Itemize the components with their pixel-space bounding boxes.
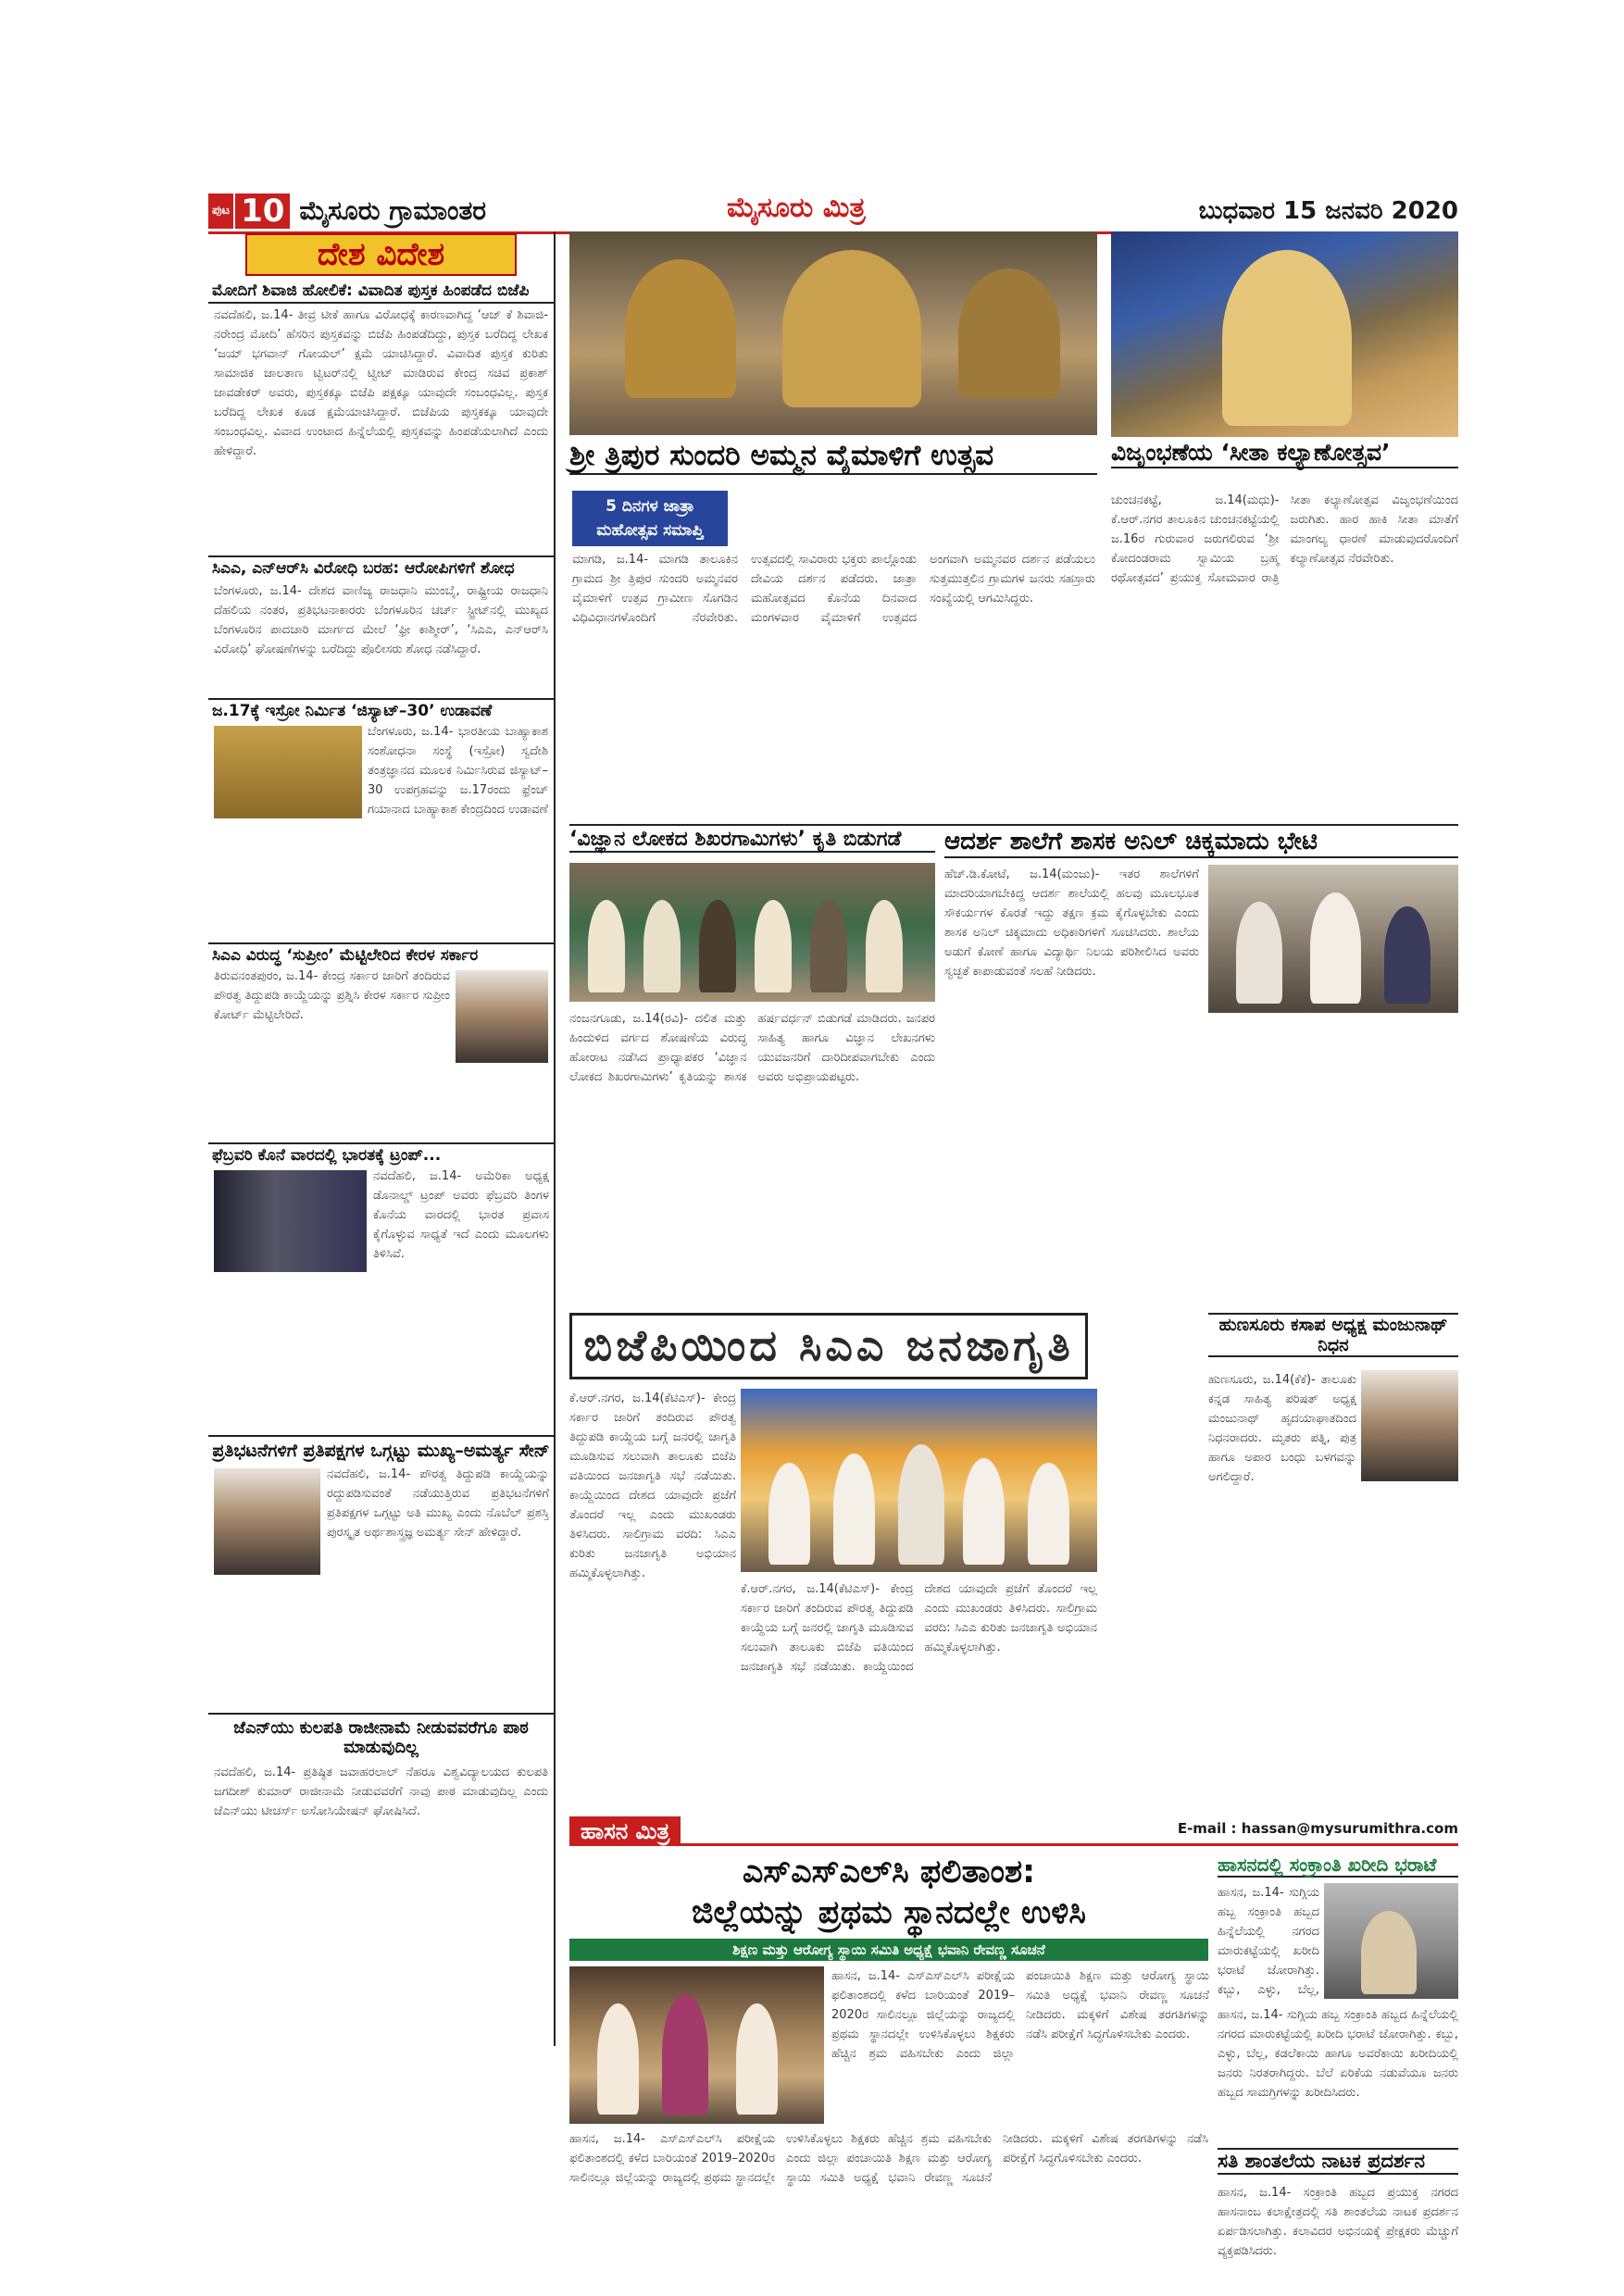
- story-body: ನವದೆಹಲಿ, ಜ.14- ಪೌರತ್ವ ತಿದ್ದುಪಡಿ ಕಾಯ್ದೆಯನ್ನು ರದ್ದುಪಡಿಸುವಂತೆ ನಡೆಯುತ್ತಿರುವ ಪ್ರತಿಭಟನೆಗಳಿಗೆ ಪ್ರತಿಪಕ್ಷಗಳ ಒಗ್ಗಟ್ಟು ಅತಿ ಮುಖ್ಯ ಎಂದು ನೊಬೆಲ್ ಪ್ರಶಸ್ತಿ ಪುರಸ್ಕೃತ ಅರ್ಥಶಾಸ್ತ್ರಜ್ಞ ಅಮರ್ತ್ಯ ಸೇನ್ ಹೇಳಿದ್ದಾರೆ.: [327, 1467, 549, 1540]
- story-body: ನವದೆಹಲಿ, ಜ.14- ಪ್ರತಿಷ್ಠಿತ ಜವಾಹರಲಾಲ್ ನೆಹರೂ ವಿಶ್ವವಿದ್ಯಾಲಯದ ಕುಲಪತಿ ಜಗದೀಶ್ ಕುಮಾರ್ ರಾಜೀನಾಮೆ ನೀಡುವವರೆಗೆ ನಾವು ಪಾಠ ಮಾಡುವುದಿಲ್ಲ ಎಂದು ಜೆಎನ್‌ಯು ಟೀಚರ್ಸ್ ಅಸೋಸಿಯೇಷನ್ ಘೋಷಿಸಿದೆ.: [214, 1766, 548, 1818]
- story-headline: ಆದರ್ಶ ಶಾಲೆಗೆ ಶಾಸಕ ಅನಿಲ್ ಚಿಕ್ಕಮಾದು ಭೇಟಿ: [944, 828, 1458, 858]
- story-body: ಕೆ.ಆರ್.ನಗರ, ಜ.14(ಕೆಟಿಎಸ್)- ಕೇಂದ್ರ ಸರ್ಕಾರ ಜಾರಿಗೆ ತಂದಿರುವ ಪೌರತ್ವ ತಿದ್ದುಪಡಿ ಕಾಯ್ದೆಯ ಬಗ್ಗೆ ಜನರಲ್ಲಿ ಜಾಗೃತಿ ಮೂಡಿಸುವ ಸಲುವಾಗಿ ತಾಲೂಕು ಬಿಜೆಪಿ ವತಿಯಿಂದ ಜನಜಾಗೃತಿ ಸಭೆ ನಡೆಯಿತು. ಕಾಯ್ದೆಯಿಂದ ದೇಶದ ಯಾವುದೇ ಪ್ರಜೆಗೆ ತೊಂದರೆ ಇಲ್ಲ ಎಂದು ಮುಖಂಡರು ತಿಳಿಸಿದರು. ಸಾಲಿಗ್ರಾಮ ವರದಿ: ಸಿಎಎ ಕುರಿತು ಜನಜಾಗೃತಿ ಅಭಿಯಾನ ಹಮ್ಮಿಕೊಳ್ಳಲಾಗಿತ್ತು.: [569, 1391, 736, 1580]
- story-body: ಹಾಸನ, ಜ.14- ಸಂಕ್ರಾಂತಿ ಹಬ್ಬದ ಪ್ರಯುಕ್ತ ನಗರದ ಹಾಸನಾಂಬ ಕಲಾಕ್ಷೇತ್ರದಲ್ಲಿ ಸತಿ ಶಾಂತಲೆಯ ನಾಟಕ ಪ್ರದರ್ಶನ ಏರ್ಪಡಿಸಲಾಗಿತ್ತು. ಕಲಾವಿದರ ಅಭಿನಯಕ್ಕೆ ಪ್ರೇಕ್ಷಕರು ಮೆಚ್ಚುಗೆ ವ್ಯಕ್ತಪಡಿಸಿದರು.: [1218, 2186, 1458, 2258]
- kerala-cm-photo: [456, 970, 548, 1063]
- book-release-photo: [569, 863, 935, 1002]
- school-visit-photo: [1208, 865, 1458, 1013]
- isro-story: [208, 722, 554, 942]
- market-photo: [1324, 1883, 1458, 1999]
- amartya-sen-photo: [214, 1468, 320, 1575]
- section-banner: ದೇಶ ವಿದೇಶ: [245, 233, 517, 276]
- story-subhead: 5 ದಿನಗಳ ಜಾತ್ರಾ ಮಹೋತ್ಸವ ಸಮಾಪ್ತಿ: [572, 491, 728, 546]
- story-body: ನಂಜನಗೂಡು, ಜ.14(ರವಿ)- ದಲಿತ ಮತ್ತು ಹಿಂದುಳಿದ ವರ್ಗದ ಶೋಷಣೆಯ ವಿರುದ್ಧ ಹೋರಾಟ ನಡೆಸಿದ ಪ್ರಾಧ್ಯಾಪಕರ ‘ವಿಜ್ಞಾನ ಲೋಕದ ಶಿಖರಗಾಮಿಗಳು’ ಕೃತಿಯನ್ನು ಶಾಸಕ ಹರ್ಷವರ್ಧನ್ ಬಿಡುಗಡೆ ಮಾಡಿದರು. ಜನಪರ ಸಾಹಿತ್ಯ ಹಾಗೂ ವಿಜ್ಞಾನ ಲೇಖನಗಳು ಯುವಜನರಿಗೆ ದಾರಿದೀಪವಾಗಬೇಕು ಎಂದು ಅವರು ಅಭಿಪ್ರಾಯಪಟ್ಟರು.: [569, 1012, 935, 1084]
- story-headline: ಸಿಎಎ ವಿರುದ್ಧ ‘ಸುಪ್ರೀಂ’ ಮೆಟ್ಟಿಲೇರಿದ ಕೇರಳ ಸರ್ಕಾರ: [208, 942, 554, 967]
- modi-trump-photo: [214, 1170, 367, 1272]
- story-headline: ಸತಿ ಶಾಂತಲೆಯ ನಾಟಕ ಪ್ರದರ್ಶನ: [1218, 2148, 1458, 2175]
- story-body: ಚುಂಚನಕಟ್ಟೆ, ಜ.14(ಮಧು)- ಕೆ.ಆರ್.ನಗರ ತಾಲೂಕಿನ ಚುಂಚನಕಟ್ಟೆಯಲ್ಲಿ ಜ.16ರ ಗುರುವಾರ ಜರುಗಲಿರುವ ‘ಶ್ರೀ ಕೋದಂಡರಾಮ ಸ್ವಾಮಿಯ ಬ್ರಹ್ಮ ರಥೋತ್ಸವದ’ ಪ್ರಯುಕ್ತ ಸೋಮವಾರ ರಾತ್ರಿ ಸೀತಾ ಕಲ್ಯಾಣೋತ್ಸವ ವಿಜೃಂಭಣೆಯಿಂದ ಜರುಗಿತು. ಹಾರ ಹಾಕಿ ಸೀತಾ ಮಾತೆಗೆ ಮಾಂಗಲ್ಯ ಧಾರಣೆ ಮಾಡುವುದರೊಂದಿಗೆ ಕಲ್ಯಾಣೋತ್ಸವ ನೆರವೇರಿತು.: [1111, 493, 1458, 585]
- strap-line: ಶಿಕ್ಷಣ ಮತ್ತು ಆರೋಗ್ಯ ಸ್ಥಾಯಿ ಸಮಿತಿ ಅಧ್ಯಕ್ಷೆ ಭವಾನಿ ರೇವಣ್ಣ ಸೂಚನೆ: [569, 1939, 1208, 1961]
- story-body: ಹಾಸನ, ಜ.14- ಸುಗ್ಗಿಯ ಹಬ್ಬ ಸಂಕ್ರಾಂತಿ ಹಬ್ಬದ ಹಿನ್ನೆಲೆಯಲ್ಲಿ ನಗರದ ಮಾರುಕಟ್ಟೆಯಲ್ಲಿ ಖರೀದಿ ಭರಾಟೆ ಜೋರಾಗಿತ್ತು. ಕಬ್ಬು, ಎಳ್ಳು, ಬೆಲ್ಲ, ಕಡಲೆಕಾಯಿ ಹಾಗೂ ಅವರೆಕಾಯಿ ಖರೀದಿಯಲ್ಲಿ ಜನರು ನಿರತರಾಗಿದ್ದರು. ಬೆಲೆ ಏರಿಕೆಯ ನಡುವೆಯೂ ಜನರು ಹಬ್ಬದ ಸಾಮಗ್ರಿಗಳನ್ನು ಖರೀದಿಸಿದರು.: [1218, 2008, 1458, 2100]
- hassan-email: E-mail : hassan@mysurumithra.com: [1177, 1820, 1458, 1837]
- story-body: ಹಾಸನ, ಜ.14- ಎಸ್‌ಎಸ್‌ಎಲ್‌ಸಿ ಪರೀಕ್ಷೆಯ ಫಲಿತಾಂಶದಲ್ಲಿ ಕಳೆದ ಬಾರಿಯಂತೆ 2019–2020ರ ಸಾಲಿನಲ್ಲೂ ಜಿಲ್ಲೆಯನ್ನು ರಾಜ್ಯದಲ್ಲಿ ಪ್ರಥಮ ಸ್ಥಾನದಲ್ಲೇ ಉಳಿಸಿಕೊಳ್ಳಲು ಶಿಕ್ಷಕರು ಹೆಚ್ಚಿನ ಶ್ರಮ ವಹಿಸಬೇಕು ಎಂದು ಜಿಲ್ಲಾ ಪಂಚಾಯಿತಿ ಶಿಕ್ಷಣ ಮತ್ತು ಆರೋಗ್ಯ ಸ್ಥಾಯಿ ಸಮಿತಿ ಅಧ್ಯಕ್ಷೆ ಭವಾನಿ ರೇವಣ್ಣ ಸೂಚನೆ ನೀಡಿದರು. ಮಕ್ಕಳಿಗೆ ವಿಶೇಷ ತರಗತಿಗಳನ್ನು ನಡೆಸಿ ಪರೀಕ್ಷೆಗೆ ಸಿದ್ಧಗೊಳಿಸಬೇಕು ಎಂದರು.: [831, 1969, 1209, 2061]
- section-title: ಮೈಸೂರು ಗ್ರಾಮಾಂತರ: [299, 195, 487, 226]
- story-body: ಮಾಗಡಿ, ಜ.14- ಮಾಗಡಿ ತಾಲೂಕಿನ ಗ್ರಾಮದ ಶ್ರೀ ತ್ರಿಪುರ ಸುಂದರಿ ಅಮ್ಮನವರ ವೈಮಾಳಿಗೆ ಉತ್ಸವ ಗ್ರಾಮೀಣ ಸೊಗಡಿನ ವಿಧಿವಿಧಾನಗಳೊಂದಿಗೆ ನೆರವೇರಿತು. ಉತ್ಸವದಲ್ಲಿ ಸಾವಿರಾರು ಭಕ್ತರು ಪಾಲ್ಗೊಂಡು ದೇವಿಯ ದರ್ಶನ ಪಡೆದರು. ಜಾತ್ರಾ ಮಹೋತ್ಸವದ ಕೊನೆಯ ದಿನವಾದ ಮಂಗಳವಾರ ವೈಮಾಳಿಗೆ ಉತ್ಸವದ ಅಂಗವಾಗಿ ಅಮ್ಮನವರ ದರ್ಶನ ಪಡೆಯಲು ಸುತ್ತಮುತ್ತಲಿನ ಗ್ರಾಮಗಳ ಜನರು ಸಹಸ್ರಾರು ಸಂಖ್ಯೆಯಲ್ಲಿ ಆಗಮಿಸಿದ್ದರು.: [572, 553, 1095, 625]
- story-body: ತಿರುವನಂತಪುರಂ, ಜ.14- ಕೇಂದ್ರ ಸರ್ಕಾರ ಜಾರಿಗೆ ತಂದಿರುವ ಪೌರತ್ವ ತಿದ್ದುಪಡಿ ಕಾಯ್ದೆಯನ್ನು ಪ್ರಶ್ನಿಸಿ ಕೇರಳ ಸರ್ಕಾರ ಸುಪ್ರೀಂ ಕೋರ್ಟ್ ಮೆಟ್ಟಿಲೇರಿದೆ.: [214, 969, 450, 1022]
- trump-story: [208, 1167, 554, 1435]
- main-headline: ಜಿಲ್ಲೆಯನ್ನು ಪ್ರಥಮ ಸ್ಥಾನದಲ್ಲೇ ಉಳಿಸಿ: [692, 1894, 1086, 1931]
- story-headline: ವಿಜೃಂಭಣೆಯ ‘ಸೀತಾ ಕಲ್ಯಾಣೋತ್ಸವ’: [1111, 439, 1458, 468]
- story-headline: ಹಾಸನದಲ್ಲಿ ಸಂಕ್ರಾಂತಿ ಖರೀದಿ ಭರಾಟೆ: [1218, 1853, 1458, 1878]
- story-headline: ಸಿಎಎ, ಎನ್‌ಆರ್‌ಸಿ ವಿರೋಧಿ ಬರಹ: ಆರೋಪಿಗಳಿಗೆ ಶೋಧ: [208, 555, 554, 580]
- masthead-logo: ಮೈಸೂರು ಮಿತ್ರ: [727, 192, 866, 224]
- hassan-header: [569, 1816, 1458, 1846]
- story-headline: ಜೆಎನ್‌ಯು ಕುಲಪತಿ ರಾಜೀನಾಮೆ ನೀಡುವವರೆಗೂ ಪಾಠ ಮಾಡುವುದಿಲ್ಲ: [208, 1713, 554, 1761]
- story-body: ಹೆಚ್.ಡಿ.ಕೋಟೆ, ಜ.14(ಮಂಜು)- ಇತರ ಶಾಲೆಗಳಿಗೆ ಮಾದರಿಯಾಗಬೇಕಿದ್ದ ಆದರ್ಶ ಶಾಲೆಯಲ್ಲಿ ಹಲವು ಮೂಲಭೂತ ಸೌಕರ್ಯಗಳ ಕೊರತೆ ಇದ್ದು ತಕ್ಷಣ ಕ್ರಮ ಕೈಗೊಳ್ಳಬೇಕು ಎಂದು ಶಾಸಕ ಅನಿಲ್ ಚಿಕ್ಕಮಾದು ಅಧಿಕಾರಿಗಳಿಗೆ ಸೂಚಿಸಿದರು. ಶಾಲೆಯ ಅಡುಗೆ ಕೋಣೆ ಹಾಗೂ ವಿದ್ಯಾರ್ಥಿ ನಿಲಯ ಪರಿಶೀಲಿಸಿದ ಅವರು ಸ್ವಚ್ಛತೆ ಕಾಪಾಡುವಂತೆ ಸಲಹೆ ನೀಡಿದರು.: [944, 867, 1199, 979]
- story-body: ಹಾಸನ, ಜ.14- ಸುಗ್ಗಿಯ ಹಬ್ಬ ಸಂಕ್ರಾಂತಿ ಹಬ್ಬದ ಹಿನ್ನೆಲೆಯಲ್ಲಿ ನಗರದ ಮಾರುಕಟ್ಟೆಯಲ್ಲಿ ಖರೀದಿ ಭರಾಟೆ ಜೋರಾಗಿತ್ತು. ಕಬ್ಬು, ಎಳ್ಳು, ಬೆಲ್ಲ,: [1218, 1886, 1319, 1997]
- page-number: 10: [233, 193, 290, 229]
- story-body: ಹುಣಸೂರು, ಜ.14(ಕೆಕೆ)- ತಾಲೂಕು ಕನ್ನಡ ಸಾಹಿತ್ಯ ಪರಿಷತ್ ಅಧ್ಯಕ್ಷ ಮಂಜುನಾಥ್ ಹೃದಯಾಘಾತದಿಂದ ನಿಧನರಾದರು. ಮೃತರು ಪತ್ನಿ, ಪುತ್ರ ಹಾಗೂ ಅಪಾರ ಬಂಧು ಬಳಗವನ್ನು ಅಗಲಿದ್ದಾರೆ.: [1208, 1373, 1356, 1484]
- story-headline: ಶ್ರೀ ತ್ರಿಪುರ ಸುಂದರಿ ಅಮ್ಮನ ವೈಮಾಳಿಗೆ ಉತ್ಸವ: [569, 439, 1097, 475]
- left-column: [208, 231, 556, 2046]
- sslc-meeting-photo: [569, 1966, 824, 2124]
- story-headline: ‘ವಿಜ್ಞಾನ ಲೋಕದ ಶಿಖರಗಾಮಿಗಳು’ ಕೃತಿ ಬಿಡುಗಡೆ: [569, 828, 935, 853]
- divider: [569, 824, 1458, 826]
- sita-kalyana-photo: [1111, 231, 1458, 437]
- page-header: [208, 190, 1458, 234]
- story-body: ಕೆ.ಆರ್.ನಗರ, ಜ.14(ಕೆಟಿಎಸ್)- ಕೇಂದ್ರ ಸರ್ಕಾರ ಜಾರಿಗೆ ತಂದಿರುವ ಪೌರತ್ವ ತಿದ್ದುಪಡಿ ಕಾಯ್ದೆಯ ಬಗ್ಗೆ ಜನರಲ್ಲಿ ಜಾಗೃತಿ ಮೂಡಿಸುವ ಸಲುವಾಗಿ ತಾಲೂಕು ಬಿಜೆಪಿ ವತಿಯಿಂದ ಜನಜಾಗೃತಿ ಸಭೆ ನಡೆಯಿತು. ಕಾಯ್ದೆಯಿಂದ ದೇಶದ ಯಾವುದೇ ಪ್ರಜೆಗೆ ತೊಂದರೆ ಇಲ್ಲ ಎಂದು ಮುಖಂಡರು ತಿಳಿಸಿದರು. ಸಾಲಿಗ್ರಾಮ ವರದಿ: ಸಿಎಎ ಕುರಿತು ಜನಜಾಗೃತಿ ಅಭಿಯಾನ ಹಮ್ಮಿಕೊಳ್ಳಲಾಗಿತ್ತು.: [741, 1582, 1097, 1674]
- story-body: ಬೆಂಗಳೂರು, ಜ.14- ಭಾರತೀಯ ಬಾಹ್ಯಾಕಾಶ ಸಂಶೋಧನಾ ಸಂಸ್ಥೆ (ಇಸ್ರೋ) ಸ್ವದೇಶಿ ತಂತ್ರಜ್ಞಾನದ ಮೂಲಕ ನಿರ್ಮಿಸಿರುವ ಜಿಸ್ಯಾಟ್–30 ಉಪಗ್ರಹವನ್ನು ಜ.17ರಂದು ಫ್ರೆಂಚ್ ಗಯಾನಾದ ಬಾಹ್ಯಾಕಾಶ ಕೇಂದ್ರದಿಂದ ಉಡಾವಣೆ: [368, 725, 548, 817]
- story-headline: ಪ್ರತಿಭಟನೆಗಳಿಗೆ ಪ್ರತಿಪಕ್ಷಗಳ ಒಗ್ಗಟ್ಟು ಮುಖ್ಯ–ಅಮರ್ತ್ಯ ಸೇನ್: [208, 1435, 554, 1465]
- story-headline: ಬಿಜೆಪಿಯಿಂದ ಸಿಎಎ ಜನಜಾಗೃತಿ: [583, 1320, 1074, 1370]
- obituary-photo: [1361, 1370, 1458, 1481]
- kerala-story: [208, 967, 554, 1142]
- story-headline: ಹುಣಸೂರು ಕಸಾಪ ಅಧ್ಯಕ್ಷ ಮಂಜುನಾಥ್ ನಿಧನ: [1208, 1313, 1458, 1357]
- story-headline: ಜ.17ಕ್ಕೆ ಇಸ್ರೋ ನಿರ್ಮಿತ ‘ಜಿಸ್ಯಾಟ್–30’ ಉಡಾವಣೆ: [208, 698, 554, 722]
- page-tag: ಪುಟ: [208, 193, 233, 229]
- bjp-caa-banner: [569, 1313, 1088, 1379]
- hassan-banner: ಹಾಸನ ಮಿತ್ರ: [569, 1816, 681, 1846]
- amartya-story: [208, 1465, 554, 1713]
- story-headline: ಫೆಬ್ರವರಿ ಕೊನೆ ವಾರದಲ್ಲಿ ಭಾರತಕ್ಕೆ ಟ್ರಂಪ್...: [208, 1142, 554, 1167]
- story-headline: ಮೋದಿಗೆ ಶಿವಾಜಿ ಹೋಲಿಕೆ: ವಿವಾದಿತ ಪುಸ್ತಕ ಹಿಂಪಡೆದ ಬಿಜೆಪಿ: [208, 280, 554, 304]
- story-body: ಬೆಂಗಳೂರು, ಜ.14- ದೇಶದ ವಾಣಿಜ್ಯ ರಾಜಧಾನಿ ಮುಂಬೈ, ರಾಷ್ಟ್ರೀಯ ರಾಜಧಾನಿ ದೆಹಲಿಯ ನಂತರ, ಪ್ರತಿಭಟನಾಕಾರರು ಬೆಂಗಳೂರಿನ ಚರ್ಚ್ ಸ್ಟ್ರೀಟ್‌ನಲ್ಲಿ ಮುಖ್ಯದ ಬೆಂಗಳೂರಿನ ಪಾದಚಾರಿ ಮಾರ್ಗದ ಮೇಲೆ ‘ಫ್ರೀ ಕಾಶ್ಮೀರ್’, ‘ಸಿಎಎ, ಎನ್‌ಆರ್‌ಸಿ ವಿರೋಧಿ’ ಘೋಷಣೆಗಳನ್ನು ಬರೆದಿದ್ದು ಪೊಲೀಸರು ಶೋಧ ನಡೆಸಿದ್ದಾರೆ.: [214, 584, 548, 656]
- story-body: ಹಾಸನ, ಜ.14- ಎಸ್‌ಎಸ್‌ಎಲ್‌ಸಿ ಪರೀಕ್ಷೆಯ ಫಲಿತಾಂಶದಲ್ಲಿ ಕಳೆದ ಬಾರಿಯಂತೆ 2019–2020ರ ಸಾಲಿನಲ್ಲೂ ಜಿಲ್ಲೆಯನ್ನು ರಾಜ್ಯದಲ್ಲಿ ಪ್ರಥಮ ಸ್ಥಾನದಲ್ಲೇ ಉಳಿಸಿಕೊಳ್ಳಲು ಶಿಕ್ಷಕರು ಹೆಚ್ಚಿನ ಶ್ರಮ ವಹಿಸಬೇಕು ಎಂದು ಜಿಲ್ಲಾ ಪಂಚಾಯಿತಿ ಶಿಕ್ಷಣ ಮತ್ತು ಆರೋಗ್ಯ ಸ್ಥಾಯಿ ಸಮಿತಿ ಅಧ್ಯಕ್ಷೆ ಭವಾನಿ ರೇವಣ್ಣ ಸೂಚನೆ ನೀಡಿದರು. ಮಕ್ಕಳಿಗೆ ವಿಶೇಷ ತರಗತಿಗಳನ್ನು ನಡೆಸಿ ಪರೀಕ್ಷೆಗೆ ಸಿದ್ಧಗೊಳಿಸಬೇಕು ಎಂದರು.: [569, 2132, 1208, 2185]
- temple-festival-photo: [569, 231, 1097, 435]
- page-number-box: [208, 193, 486, 229]
- story-body: ನವದೆಹಲಿ, ಜ.14- ಅಮೆರಿಕಾ ಅಧ್ಯಕ್ಷ ಡೊನಾಲ್ಡ್ ಟ್ರಂಪ್ ಅವರು ಫೆಬ್ರವರಿ ತಿಂಗಳ ಕೊನೆಯ ವಾರದಲ್ಲಿ ಭಾರತ ಪ್ರವಾಸ ಕೈಗೊಳ್ಳುವ ಸಾಧ್ಯತೆ ಇದೆ ಎಂದು ಮೂಲಗಳು ತಿಳಿಸಿವೆ.: [373, 1169, 549, 1261]
- main-headline: ಎಸ್‌ಎಸ್‌ಎಲ್‌ಸಿ ಫಲಿತಾಂಶ:: [742, 1853, 1036, 1890]
- story-body: ನವದೆಹಲಿ, ಜ.14- ತೀವ್ರ ಟೀಕೆ ಹಾಗೂ ವಿರೋಧಕ್ಕೆ ಕಾರಣವಾಗಿದ್ದ ‘ಆಜ್ ಕೆ ಶಿವಾಜಿ- ನರೇಂದ್ರ ಮೋದಿ’ ಹೆಸರಿನ ಪುಸ್ತಕವನ್ನು ಬಿಜೆಪಿ ಹಿಂಪಡೆದಿದ್ದು, ಪುಸ್ತಕ ಬರೆದಿದ್ದ ಲೇಖಕ ‘ಜಯ್ ಭಗವಾನ್ ಗೋಯಲ್’ ಕ್ಷಮೆ ಯಾಚಿಸಿದ್ದಾರೆ. ವಿವಾದಿತ ಪುಸ್ತಕ ಕುರಿತು ಸಾಮಾಜಿಕ ಜಾಲತಾಣ ಟ್ವಿಟರ್‌ನಲ್ಲಿ ಟ್ವೀಟ್ ಮಾಡಿರುವ ಕೇಂದ್ರ ಸಚಿವ ಪ್ರಕಾಶ್ ಜಾವಡೇಕರ್ ಅವರು, ಪುಸ್ತಕಕ್ಕೂ ಬಿಜೆಪಿ ಪಕ್ಷಕ್ಕೂ ಯಾವುದೇ ಸಂಬಂಧವಿಲ್ಲ. ಪುಸ್ತಕ ಬರೆದಿದ್ದ ಲೇಖಕ ಕೂಡ ಕ್ಷಮೆಯಾಚಿಸಿದ್ದಾರೆ. ಬಿಜೆಪಿಯ ಪುಸ್ತಕಕ್ಕೂ ಯಾವುದೇ ಸಂಬಂಧವಿಲ್ಲ. ವಿವಾದ ಉಂಟಾದ ಹಿನ್ನೆಲೆಯಲ್ಲಿ ಪುಸ್ತಕವನ್ನು ಹಿಂಪಡೆಯಲಾಗಿದೆ ಎಂದು ಹೇಳಿದ್ದಾರೆ.: [214, 308, 548, 458]
- dateline: ಬುಧವಾರ 15 ಜನವರಿ 2020: [1198, 197, 1458, 225]
- bjp-rally-photo: [741, 1389, 1097, 1572]
- satellite-photo: [214, 726, 362, 818]
